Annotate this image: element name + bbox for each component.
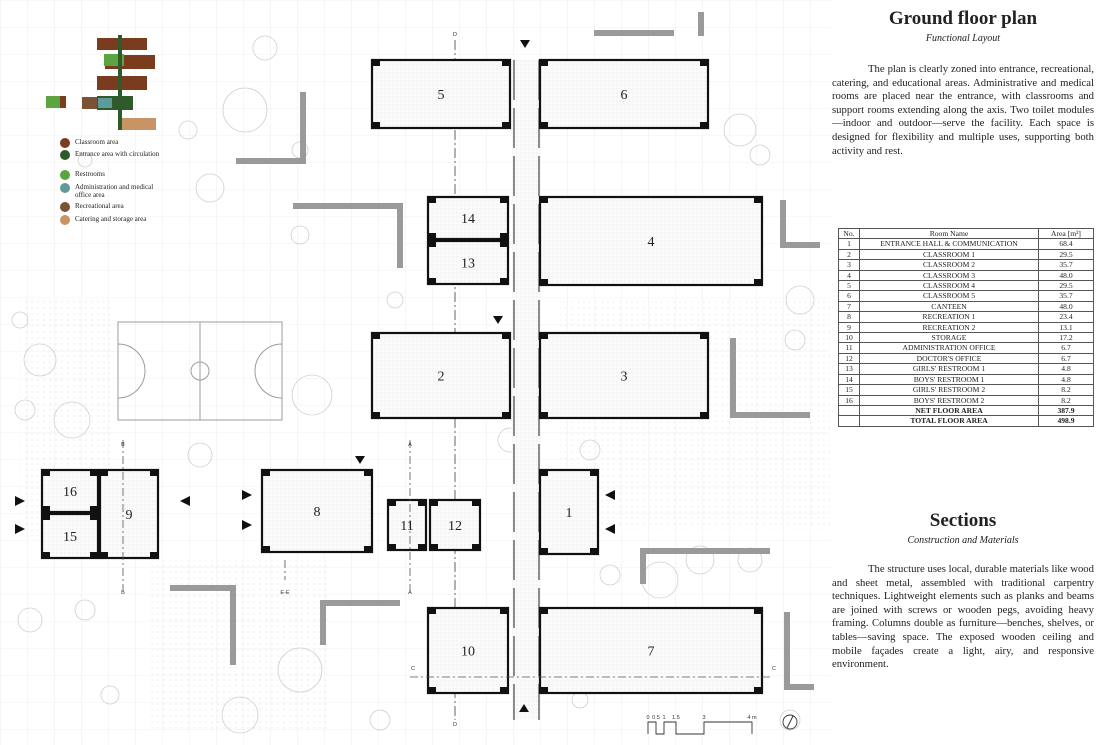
column [500,608,508,614]
table-cell: RECREATION 2 [860,322,1039,332]
legend-label: Recreational area [75,202,124,210]
plan-description: The plan is clearly zoned into entrance, recreational, catering, and educational areas. Administrative and medical rooms are placed near the entrance, with classrooms and support rooms extending along the axis. Two toilet modules—indoor and outdoor—serve the facility. Each space is designed for flexibility and multiple uses, supporting both activity and rest. [832,63,1094,157]
column [150,470,158,476]
column [372,333,380,339]
column [90,552,98,558]
column [500,197,508,203]
column [430,544,438,550]
scale-tick-label: 1.5 [672,715,680,721]
table-total-row [839,405,1094,415]
plan-subtitle: Functional Layout [925,33,1001,44]
table-cell: 1 [839,239,860,249]
legend-label: Entrance area with circulation [75,150,160,158]
section-marker-label: D [453,32,457,38]
table-cell: 35.7 [1039,291,1094,301]
room-number-label: 10 [461,644,475,660]
legend-swatch [60,170,70,180]
table-cell: 68.4 [1039,239,1094,249]
column [540,548,548,554]
table-cell: 11 [839,343,860,353]
column [754,608,762,614]
table-cell: 3 [839,260,860,270]
table-row [839,249,1094,259]
room-number-label: 3 [620,369,628,385]
legend-item [60,138,170,148]
legend-item [60,170,170,180]
legend-swatch [60,150,70,160]
table-row [839,395,1094,405]
table-cell: 7 [839,301,860,311]
table-cell: RECREATION 1 [860,312,1039,322]
section-marker-label: C [411,666,415,672]
scale-tick-label: 0.5 [652,715,660,721]
legend-label: Restrooms [75,170,105,178]
column [418,544,426,550]
legend-swatch [60,138,70,148]
column [262,546,270,552]
column [540,279,548,285]
column [540,608,548,614]
legend-item [60,215,170,225]
column [500,687,508,693]
table-cell: 15 [839,385,860,395]
table-row [839,312,1094,322]
table-cell: BOYS' RESTROOM 2 [860,395,1039,405]
table-cell: GIRLS' RESTROOM 2 [860,385,1039,395]
column [590,548,598,554]
section-marker-label: B [121,590,125,596]
legend-label: Catering and storage area [75,215,147,223]
table-cell: CANTEEN [860,301,1039,311]
table-cell [839,405,860,415]
table-row [839,322,1094,332]
table-cell: 4 [839,270,860,280]
plan-title: Ground floor plan [888,8,1038,29]
room-number-label: 12 [448,519,462,534]
column [700,333,708,339]
table-cell: 8.2 [1039,395,1094,405]
table-cell: 14 [839,374,860,384]
table-cell: NET FLOOR AREA [860,405,1039,415]
table-cell: 13.1 [1039,322,1094,332]
column [754,687,762,693]
table-row [839,239,1094,249]
table-cell: CLASSROOM 3 [860,270,1039,280]
legend-item [60,150,170,160]
room-area-table [838,228,1094,427]
column [372,60,380,66]
table-row [839,353,1094,363]
legend-swatch [60,215,70,225]
table-header: No. [839,229,860,239]
column [502,60,510,66]
section-marker-label: E-E [280,590,290,596]
table-cell: 498.9 [1039,416,1094,426]
column [100,470,108,476]
column [540,687,548,693]
legend-swatch [60,202,70,212]
room-number-label: 15 [63,530,77,545]
column [472,500,480,506]
table-row [839,270,1094,280]
scale-tick-label: 3 [702,715,706,721]
table-header-row [839,229,1094,239]
column [90,470,98,476]
sections-description: The structure uses local, durable materials like wood and sheet metal, assembled with traditional carpentry techniques. Lightweight elements such as planks and beams are joined with screws or wooden pegs, avoiding heavy framing. Columns double as furniture—benches, shelves, or tables—saving space. The exposed wooden ceiling and mobile façades create a light, airy, and responsive environment. [832,563,1094,671]
table-header: Room Name [860,229,1039,239]
section-marker-label: B [121,442,125,448]
table-cell: 2 [839,249,860,259]
section-marker-label: A [408,442,412,448]
room-number-label: 9 [125,508,133,523]
column [150,552,158,558]
column [364,470,372,476]
column [590,470,598,476]
table-total-row [839,416,1094,426]
room-number-label: 13 [461,256,475,272]
table-cell: TOTAL FLOOR AREA [860,416,1039,426]
column [428,687,436,693]
table-cell: 48.0 [1039,270,1094,280]
table-cell: CLASSROOM 2 [860,260,1039,270]
text-panel [832,0,1094,745]
table-cell: 9 [839,322,860,332]
main-corridor [512,60,540,720]
legend-swatch [60,183,70,193]
column [500,278,508,284]
column [418,500,426,506]
column [42,506,50,512]
column [428,241,436,247]
column [540,412,548,418]
table-cell: 5 [839,281,860,291]
legend-item [60,202,170,212]
room-number-label: 5 [437,88,445,103]
column [540,197,548,203]
room-number-label: 11 [400,519,414,534]
legend-label: Administration and medical office area [75,183,154,199]
column [42,514,50,520]
table-cell: 12 [839,353,860,363]
column [388,500,396,506]
column [42,552,50,558]
room-number-label: 14 [461,212,475,227]
column [540,470,548,476]
column [700,122,708,128]
sections-title: Sections [929,510,997,531]
table-cell [839,416,860,426]
table-cell: 6.7 [1039,343,1094,353]
table-cell: 16 [839,395,860,405]
column [428,233,436,239]
column [428,278,436,284]
column [502,122,510,128]
column [540,60,548,66]
table-row [839,260,1094,270]
room-number-label: 4 [647,235,655,250]
section-marker-label: D [453,722,457,728]
column [700,60,708,66]
section-marker-label: C [772,666,776,672]
table-cell: 4.8 [1039,364,1094,374]
table-row [839,281,1094,291]
room-number-label: 6 [620,88,628,103]
column [502,412,510,418]
table-cell: 17.2 [1039,333,1094,343]
table-header: Area [m²] [1039,229,1094,239]
table-cell: 8.2 [1039,385,1094,395]
room-number-label: 7 [647,644,655,660]
column [262,470,270,476]
sections-subtitle: Construction and Materials [907,535,1019,546]
column [372,122,380,128]
scale-tick-label: 4 m [747,715,757,721]
column [700,412,708,418]
table-cell: ADMINISTRATION OFFICE [860,343,1039,353]
table-cell: 23.4 [1039,312,1094,322]
column [364,546,372,552]
table-cell: ENTRANCE HALL & COMMUNICATION [860,239,1039,249]
column [100,552,108,558]
room-number-label: 1 [565,506,573,521]
room-number-label: 8 [313,505,321,520]
column [42,470,50,476]
table-cell: 4.8 [1039,374,1094,384]
column [754,197,762,203]
column [540,122,548,128]
column [500,233,508,239]
column [428,197,436,203]
table-cell: GIRLS' RESTROOM 1 [860,364,1039,374]
column [500,241,508,247]
table-row [839,301,1094,311]
column [388,544,396,550]
table-cell: 13 [839,364,860,374]
scale-tick-label: 0 [646,715,650,721]
table-row [839,343,1094,353]
table-cell: 29.5 [1039,249,1094,259]
column [372,412,380,418]
table-cell: 29.5 [1039,281,1094,291]
column [540,333,548,339]
column [90,506,98,512]
table-cell: 6 [839,291,860,301]
table-row [839,333,1094,343]
table-row [839,291,1094,301]
table-row [839,374,1094,384]
table-cell: 8 [839,312,860,322]
column [472,544,480,550]
column [754,279,762,285]
room-number-label: 16 [63,485,77,500]
table-cell: BOYS' RESTROOM 1 [860,374,1039,384]
table-cell: 6.7 [1039,353,1094,363]
column [428,608,436,614]
room-number-label: 2 [437,369,445,385]
table-cell: 48.0 [1039,301,1094,311]
scale-tick-label: 1 [662,715,666,721]
column [90,514,98,520]
section-marker-label: A [408,590,412,596]
table-cell: DOCTOR'S OFFICE [860,353,1039,363]
table-row [839,364,1094,374]
legend-item [60,183,170,199]
table-cell: CLASSROOM 1 [860,249,1039,259]
column [502,333,510,339]
table-cell: 35.7 [1039,260,1094,270]
table-cell: 10 [839,333,860,343]
table-row [839,385,1094,395]
table-cell: 387.9 [1039,405,1094,415]
table-cell: STORAGE [860,333,1039,343]
table-cell: CLASSROOM 5 [860,291,1039,301]
column [430,500,438,506]
table-cell: CLASSROOM 4 [860,281,1039,291]
legend-label: Classroom area [75,138,119,146]
